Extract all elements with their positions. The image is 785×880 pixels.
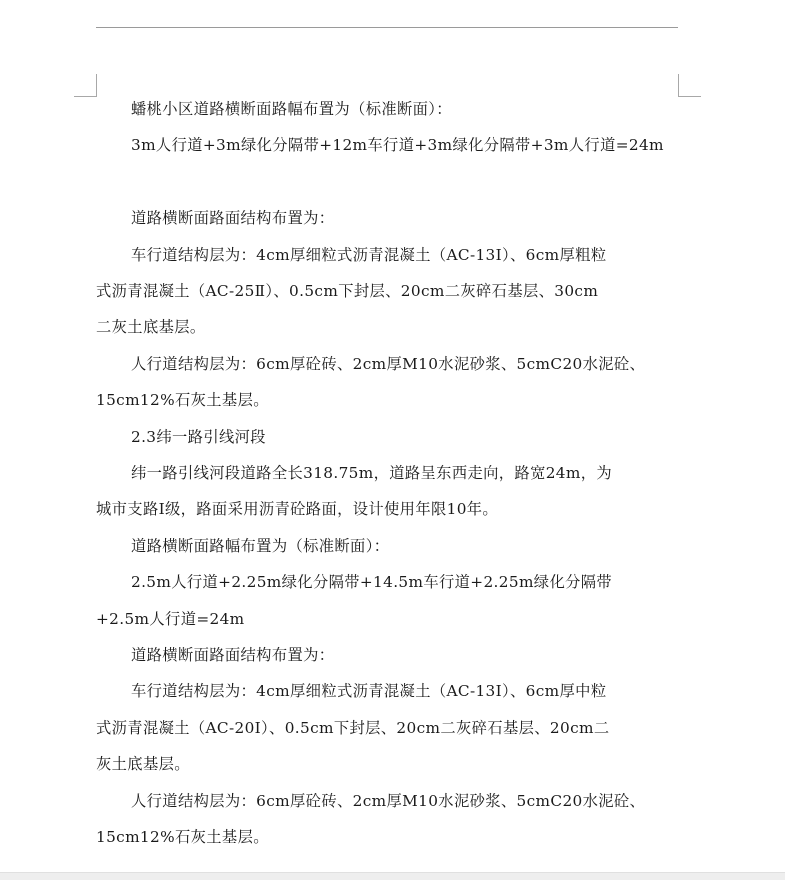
blank-line bbox=[96, 164, 681, 200]
paragraph-line: 式沥青混凝土（AC-20I）、0.5cm下封层、20cm二灰碎石基层、20cm二 bbox=[96, 718, 610, 737]
paragraph-line: 式沥青混凝土（AC-25Ⅱ）、0.5cm下封层、20cm二灰碎石基层、30cm bbox=[96, 282, 599, 301]
paragraph-line: 3m人行道+3m绿化分隔带+12m车行道+3m绿化分隔带+3m人行道=24m bbox=[131, 136, 664, 155]
paragraph-line: 2.5m人行道+2.25m绿化分隔带+14.5m车行道+2.25m绿化分隔带 bbox=[131, 573, 613, 592]
paragraph-line: +2.5m人行道=24m bbox=[96, 609, 245, 628]
paragraph-line: 道路横断面路幅布置为（标准断面）： bbox=[131, 536, 390, 555]
paragraph-line: 车行道结构层为：4cm厚细粒式沥青混凝土（AC-13I）、6cm厚粗粒 bbox=[131, 245, 607, 264]
margin-corner-mark-right bbox=[678, 74, 701, 97]
paragraph-line: 蟠桃小区道路横断面路幅布置为（标准断面）： bbox=[131, 100, 452, 118]
section-heading: 2.3纬一路引线河段 bbox=[131, 427, 266, 446]
page-top-rule bbox=[96, 27, 678, 28]
paragraph-line: 15cm12%石灰土基层。 bbox=[96, 828, 269, 847]
document-body bbox=[96, 91, 681, 856]
paragraph-line: 纬一路引线河段道路全长318.75m，道路呈东西走向，路宽24m，为 bbox=[131, 464, 613, 483]
paragraph-line: 二灰土底基层。 bbox=[96, 318, 206, 337]
margin-corner-mark-left bbox=[74, 74, 97, 97]
paragraph-line: 道路横断面路面结构布置为： bbox=[131, 209, 335, 228]
paragraph-line: 道路横断面路面结构布置为： bbox=[131, 646, 335, 665]
paragraph-line: 城市支路Ⅰ级，路面采用沥青砼路面，设计使用年限10年。 bbox=[96, 500, 499, 519]
paragraph-line: 15cm12%石灰土基层。 bbox=[96, 391, 269, 410]
paragraph-line: 灰土底基层。 bbox=[96, 755, 190, 774]
paragraph-line: 人行道结构层为：6cm厚砼砖、2cm厚M10水泥砂浆、5cmC20水泥砼、 bbox=[131, 354, 646, 373]
paragraph-line: 车行道结构层为：4cm厚细粒式沥青混凝土（AC-13I）、6cm厚中粒 bbox=[131, 682, 607, 701]
paragraph-line: 人行道结构层为：6cm厚砼砖、2cm厚M10水泥砂浆、5cmC20水泥砼、 bbox=[131, 791, 646, 810]
